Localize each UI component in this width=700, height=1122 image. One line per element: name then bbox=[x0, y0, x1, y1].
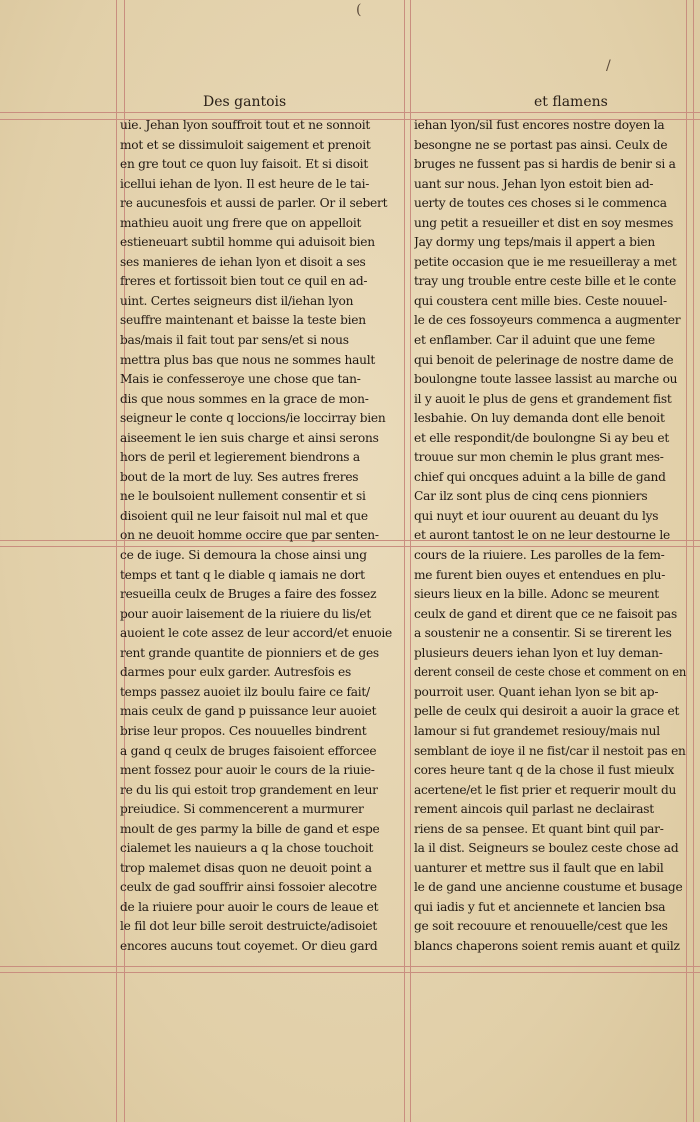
text-line: darmes pour eulx garder. Autresfois es bbox=[120, 665, 352, 680]
text-line: ce de iuge. Si demoura la chose ainsi ung bbox=[120, 548, 367, 563]
text-line: en gre tout ce quon luy faisoit. Et si disoit bbox=[120, 157, 368, 172]
text-line: tray ung trouble entre ceste bille et le conte bbox=[414, 274, 677, 289]
text-line: a soustenir ne a consentir. Si se tirerent les bbox=[414, 626, 672, 641]
text-line: re aucunesfois et aussi de parler. Or il sebert bbox=[120, 196, 388, 211]
text-line: dis que nous sommes en la grace de mon- bbox=[120, 391, 369, 406]
text-line: ung petit a resueiller et dist en soy mesmes bbox=[414, 215, 674, 230]
text-line: estieneuart subtil homme qui aduisoit bien bbox=[120, 235, 375, 250]
text-line: ceulx de gad souffrir ainsi fossoier alecotre bbox=[120, 880, 377, 895]
text-line: bout de la mort de luy. Ses autres freres bbox=[120, 469, 359, 484]
text-line: le de ces fossoyeurs commenca a augmenter bbox=[414, 313, 681, 328]
text-line: disoient quil ne leur faisoit nul mal et que bbox=[120, 508, 368, 523]
text-line: bas/mais il fait tout par sens/et si nous bbox=[120, 333, 349, 348]
text-line: mettra plus bas que nous ne sommes hault bbox=[120, 352, 376, 367]
text-line: petite occasion que ie me resueilleray a met bbox=[414, 254, 677, 269]
text-line: temps passez auoiet ilz boulu faire ce fait/ bbox=[120, 684, 370, 699]
running-header-left: Des gantois bbox=[203, 94, 287, 110]
text-line: encores aucuns tout coyemet. Or dieu gard bbox=[120, 938, 378, 953]
ruling-line bbox=[0, 966, 700, 967]
ruling-line bbox=[410, 0, 411, 1122]
text-line: uerty de toutes ces choses si le commenca bbox=[414, 196, 667, 211]
text-line: chief qui oncques aduint a la bille de gand bbox=[414, 469, 666, 484]
text-line: auoient le cote assez de leur accord/et enuoie bbox=[120, 626, 392, 641]
text-line: il y auoit le plus de gens et grandement fist bbox=[414, 391, 672, 406]
text-line: Mais ie confesseroye une chose que tan- bbox=[120, 372, 361, 387]
text-line: riens de sa pensee. Et quant bint quil par- bbox=[414, 821, 664, 836]
text-line: preiudice. Si commencerent a murmurer bbox=[120, 802, 364, 817]
ruling-line bbox=[116, 0, 117, 1122]
text-line: re du lis qui estoit trop grandement en leur bbox=[120, 782, 378, 797]
text-line: icellui iehan de lyon. Il est heure de le tai- bbox=[120, 176, 370, 191]
text-line: cours de la riuiere. Les parolles de la fem- bbox=[414, 548, 665, 563]
text-line: uint. Certes seigneurs dist il/iehan lyon bbox=[120, 293, 354, 308]
text-line: mais ceulx de gand p puissance leur auoiet bbox=[120, 704, 377, 719]
text-line: le de gand une ancienne coustume et busage bbox=[414, 880, 683, 895]
text-line: uanturer et mettre sus il fault que en labil bbox=[414, 860, 664, 875]
text-line: pelle de ceulx qui desiroit a auoir la grace et bbox=[414, 704, 680, 719]
text-line: derent conseil de ceste chose et comment on en bbox=[414, 665, 687, 680]
ruling-line bbox=[693, 0, 694, 1122]
text-line: mathieu auoit ung frere que on appelloit bbox=[120, 215, 362, 230]
text-line: iehan lyon/sil fust encores nostre doyen la bbox=[414, 118, 665, 132]
text-line: et elle respondit/de boulongne Si ay beu et bbox=[414, 430, 670, 445]
text-line: ne le boulsoient nullement consentir et si bbox=[120, 489, 366, 504]
text-line: cores heure tant q de la chose il fust mieulx bbox=[414, 763, 674, 778]
text-line: plusieurs deuers iehan lyon et luy deman- bbox=[414, 645, 663, 660]
text-line: trouue sur mon chemin le plus grant mes- bbox=[414, 450, 664, 465]
text-line: blancs chaperons soient remis auant et quilz bbox=[414, 938, 680, 953]
ruling-line bbox=[686, 0, 687, 1122]
text-line: et auront tantost le on ne leur destourne le bbox=[414, 528, 671, 543]
text-line: moult de ges parmy la bille de gand et espe bbox=[120, 821, 380, 836]
text-line: uant sur nous. Jehan lyon estoit bien ad- bbox=[414, 176, 654, 191]
text-line: qui coustera cent mille bies. Ceste nouuel- bbox=[414, 293, 667, 308]
right-text-column bbox=[414, 116, 686, 957]
text-line: lesbahie. On luy demanda dont elle benoit bbox=[414, 411, 665, 426]
text-line: pour auoir laisement de la riuiere du lis/et bbox=[120, 606, 371, 621]
text-line: besongne ne se portast pas ainsi. Ceulx de bbox=[414, 137, 668, 152]
text-line: freres et fortissoit bien tout ce quil en ad- bbox=[120, 274, 368, 289]
text-line: hors de peril et legierement biendrons a bbox=[120, 450, 360, 465]
text-line: trop malemet disas quon ne deuoit point a bbox=[120, 860, 372, 875]
text-line: qui benoit de pelerinage de nostre dame de bbox=[414, 352, 674, 367]
text-line: cialemet les nauieurs a q la chose touchoit bbox=[120, 841, 374, 856]
text-line: ment fossez pour auoir le cours de la riuie- bbox=[120, 763, 375, 778]
text-line: on ne deuoit homme occire que par senten- bbox=[120, 528, 379, 543]
left-text-column bbox=[120, 116, 402, 957]
pen-mark: ( bbox=[356, 2, 362, 18]
text-line: me furent bien ouyes et entendues en plu- bbox=[414, 567, 666, 582]
text-line: bruges ne fussent pas si hardis de benir si a bbox=[414, 157, 676, 172]
ruling-line bbox=[0, 972, 700, 973]
text-line: mot et se dissimuloit saigement et prenoit bbox=[120, 137, 371, 152]
text-line: brise leur propos. Ces nouuelles bindrent bbox=[120, 723, 367, 738]
text-line: pourroit user. Quant iehan lyon se bit ap- bbox=[414, 684, 659, 699]
text-line: seuffre maintenant et baisse la teste bien bbox=[120, 313, 366, 328]
text-line: temps et tant q le diable q iamais ne dort bbox=[120, 567, 365, 582]
text-line: rement aincois quil parlast ne declairast bbox=[414, 802, 654, 817]
text-line: qui nuyt et iour ouurent au deuant du lys bbox=[414, 508, 659, 523]
text-line: uie. Jehan lyon souffroit tout et ne sonnoit bbox=[120, 118, 370, 132]
text-line: et enflamber. Car il aduint que une feme bbox=[414, 333, 655, 348]
text-line: de la riuiere pour auoir le cours de leaue et bbox=[120, 899, 379, 914]
text-line: ses manieres de iehan lyon et disoit a ses bbox=[120, 254, 366, 269]
text-line: Jay dormy ung teps/mais il appert a bien bbox=[414, 235, 655, 250]
text-line: resueilla ceulx de Bruges a faire des fossez bbox=[120, 587, 377, 602]
text-line: semblant de ioye il ne fist/car il nestoit pas en bbox=[414, 743, 686, 758]
text-line: ceulx de gand et dirent que ce ne faisoit pas bbox=[414, 606, 677, 621]
text-line: Car ilz sont plus de cinq cens pionniers bbox=[414, 489, 648, 504]
text-line: lamour si fut grandemet resiouy/mais nul bbox=[414, 723, 660, 738]
text-line: ge soit recouure et renouuelle/cest que les bbox=[414, 919, 668, 934]
text-line: le fil dot leur bille seroit destruicte/adisoiet bbox=[120, 919, 377, 934]
running-header-right: et flamens bbox=[534, 94, 608, 110]
text-line: la il dist. Seigneurs se boulez ceste chose ad bbox=[414, 841, 679, 856]
text-line: acertene/et le fist prier et requerir moult du bbox=[414, 782, 677, 797]
text-line: sieurs lieux en la bille. Adonc se meurent bbox=[414, 587, 659, 602]
text-line: seigneur le conte q loccions/ie loccirray bien bbox=[120, 411, 386, 426]
ruling-line bbox=[404, 0, 405, 1122]
text-line: a gand q ceulx de bruges faisoient efforcee bbox=[120, 743, 377, 758]
pen-mark: / bbox=[606, 58, 611, 74]
text-line: rent grande quantite de pionniers et de ges bbox=[120, 645, 379, 660]
text-line: qui iadis y fut et anciennete et lancien bsa bbox=[414, 899, 666, 914]
text-line: boulongne toute lassee lassist au marche ou bbox=[414, 372, 678, 387]
text-line: aiseement le ien suis charge et ainsi serons bbox=[120, 430, 379, 445]
